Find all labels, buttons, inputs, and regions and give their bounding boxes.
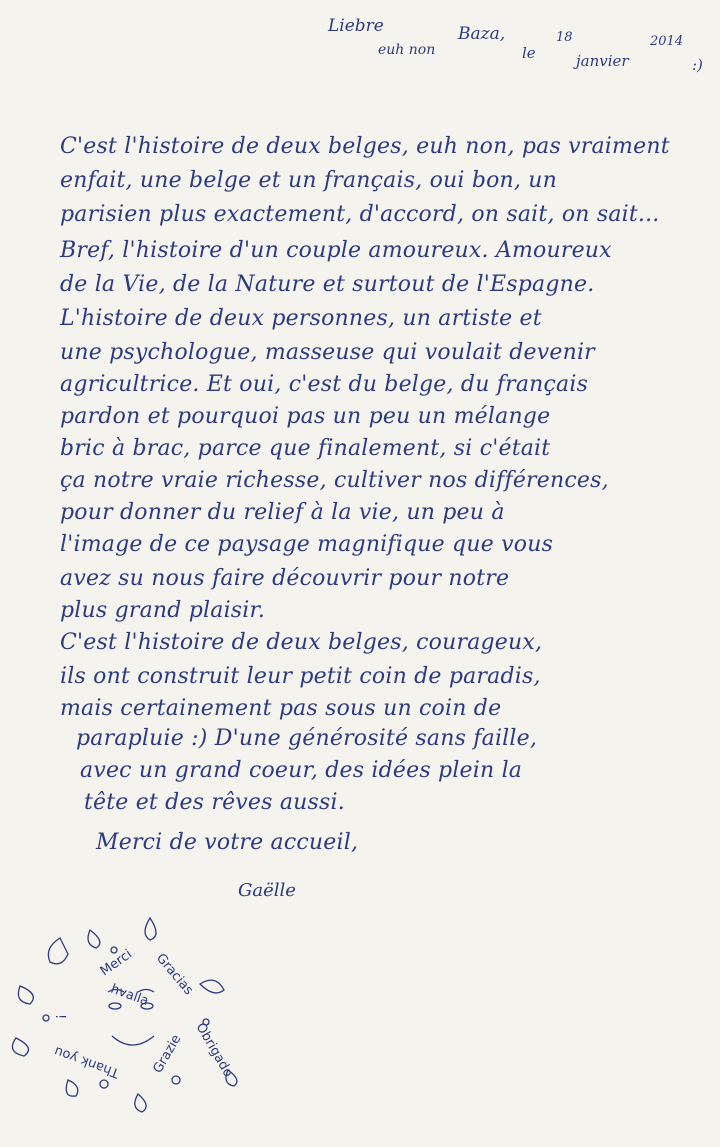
sun-word-merci: Merci — [97, 946, 136, 980]
letter-line: C'est l'histoire de deux belges, courageux, — [60, 630, 543, 655]
letter-line: parisien plus exactement, d'accord, on sait, on sait... — [60, 202, 660, 227]
dot-icon — [43, 1015, 49, 1021]
letter-line: parapluie :) D'une générosité sans faille, — [76, 726, 538, 751]
letter-line: pour donner du relief à la vie, un peu à — [60, 500, 505, 525]
ray-icon — [200, 980, 224, 993]
header-month: janvier — [576, 52, 629, 70]
letter-line: enfait, une belge et un français, oui bon, un — [60, 168, 558, 193]
letter-closing: Merci de votre accueil, — [96, 830, 359, 855]
letter-line: une psychologue, masseuse qui voulait devenir — [60, 340, 595, 365]
header-day: 18 — [556, 30, 573, 45]
letter-line: plus grand plaisir. — [60, 598, 266, 623]
letter-line: Bref, l'histoire d'un couple amoureux. Amoureux — [60, 238, 612, 263]
letter-line: ça notre vraie richesse, cultiver nos différences, — [60, 468, 609, 493]
header-place-word: Liebre — [328, 16, 384, 36]
header-year: 2014 — [650, 34, 684, 49]
letter-line: l'image de ce paysage magnifique que vous — [60, 532, 554, 557]
header-correction: euh non — [378, 42, 436, 58]
sun-doodle — [0, 910, 270, 1120]
left-eye-icon — [109, 1003, 121, 1009]
dot-icon — [100, 1080, 108, 1088]
header-smiley: :) — [692, 56, 703, 74]
letter-line: avez su nous faire découvrir pour notre — [60, 566, 510, 591]
letter-line: C'est l'histoire de deux belges, euh non, pas vraiment — [60, 134, 670, 159]
sun-word-exclaim: ! — [52, 1014, 67, 1020]
letter-line: agricultrice. Et oui, c'est du belge, du français — [60, 372, 589, 397]
header-city: Baza, — [458, 24, 506, 44]
dot-icon — [111, 947, 117, 953]
header-le: le — [522, 44, 536, 62]
letter-line: mais certainement pas sous un coin de — [60, 696, 502, 721]
letter-line: tête et des rêves aussi. — [84, 790, 345, 815]
sun-word-hvalla: hvalla — [108, 981, 151, 1010]
ray-icon — [145, 918, 156, 940]
ray-icon — [66, 1080, 78, 1096]
dot-icon — [172, 1076, 180, 1084]
letter-line: bric à brac, parce que finalement, si c'était — [60, 436, 551, 461]
sun-word-gracias: Gracias — [152, 950, 196, 999]
letter-line: pardon et pourquoi pas un peu un mélange — [60, 404, 551, 429]
smile-icon — [112, 1036, 154, 1045]
ray-icon — [48, 938, 68, 964]
letter-line: avec un grand coeur, des idées plein la — [80, 758, 523, 783]
sun-word-obrigado: Obrigado — [192, 1020, 236, 1080]
letter-line: de la Vie, de la Nature et surtout de l'Espagne. — [60, 272, 595, 297]
sun-word-grazie: Grazie — [150, 1032, 185, 1076]
sun-word-thank-you: Thank you — [52, 1043, 122, 1081]
ray-icon — [12, 1038, 28, 1056]
ray-icon — [135, 1094, 146, 1112]
signature: Gaëlle — [238, 880, 296, 901]
letter-line: L'histoire de deux personnes, un artiste et — [60, 306, 542, 331]
ray-icon — [88, 930, 100, 948]
letter-line: ils ont construit leur petit coin de paradis, — [60, 664, 541, 689]
ray-icon — [18, 986, 33, 1004]
